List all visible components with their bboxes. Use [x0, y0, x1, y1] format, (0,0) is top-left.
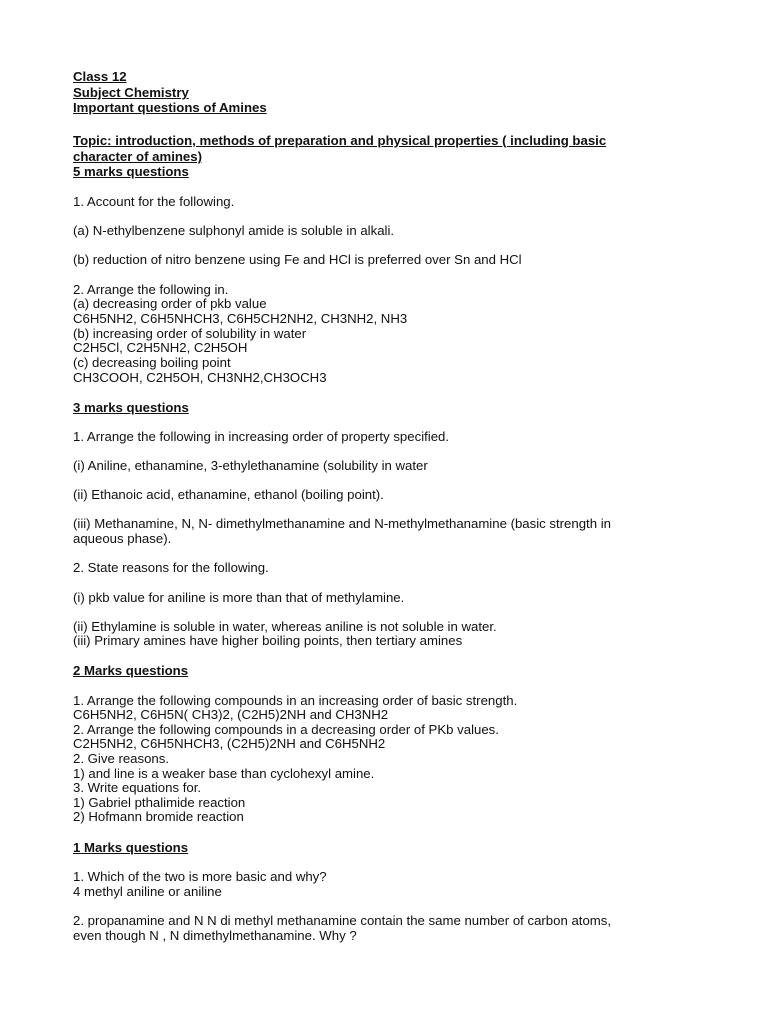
three-q2iii: (iii) Primary amines have higher boiling points, then tertiary amines: [73, 633, 463, 648]
three-q2: 2. State reasons for the following.: [73, 560, 269, 575]
five-q2a: (a) decreasing order of pkb value: [73, 296, 267, 311]
five-q2c-list: CH3COOH, C2H5OH, CH3NH2,CH3OCH3: [73, 370, 327, 385]
class-heading: Class 12: [73, 69, 127, 84]
three-q1iii-line-1: (iii) Methanamine, N, N- dimethylmethanamine and N-methylmethanamine (basic strength in: [73, 516, 611, 531]
three-q2ii: (ii) Ethylamine is soluble in water, whereas aniline is not soluble in water.: [73, 619, 497, 634]
two-q1: 1. Arrange the following compounds in an increasing order of basic strength.: [73, 693, 518, 708]
subject-heading: Subject Chemistry: [73, 85, 189, 100]
three-q1iii-line-2: aqueous phase).: [73, 531, 172, 546]
one-q2-line-2: even though N , N dimethylmethanamine. Why ?: [73, 928, 357, 943]
two-q4-item-1: 1) Gabriel pthalimide reaction: [73, 795, 246, 810]
two-q4: 3. Write equations for.: [73, 780, 202, 795]
one-q1: 1. Which of the two is more basic and why?: [73, 869, 327, 884]
topic-line-2: character of amines): [73, 149, 202, 164]
two-q2: 2. Arrange the following compounds in a decreasing order of PKb values.: [73, 722, 499, 737]
five-q1b: (b) reduction of nitro benzene using Fe and HCl is preferred over Sn and HCl: [73, 252, 522, 267]
three-q2i: (i) pkb value for aniline is more than that of methylamine.: [73, 590, 405, 605]
one-q2-line-1: 2. propanamine and N N di methyl methanamine contain the same number of carbon atoms,: [73, 913, 612, 928]
five-q2c: (c) decreasing boiling point: [73, 355, 231, 370]
one-q1-options: 4 methyl aniline or aniline: [73, 884, 222, 899]
topic-line-1: Topic: introduction, methods of preparation and physical properties ( including basic: [73, 133, 607, 148]
three-q1ii: (ii) Ethanoic acid, ethanamine, ethanol (boiling point).: [73, 487, 384, 502]
three-q1: 1. Arrange the following in increasing order of property specified.: [73, 429, 450, 444]
three-q1i: (i) Aniline, ethanamine, 3-ethylethanamine (solubility in water: [73, 458, 428, 473]
five-q1: 1. Account for the following.: [73, 194, 235, 209]
five-marks-heading: 5 marks questions: [73, 164, 189, 179]
five-q2b: (b) increasing order of solubility in water: [73, 326, 307, 341]
document-title: Important questions of Amines: [73, 100, 267, 115]
five-q2a-list: C6H5NH2, C6H5NHCH3, C6H5CH2NH2, CH3NH2, NH3: [73, 311, 408, 326]
one-marks-heading: 1 Marks questions: [73, 840, 189, 855]
two-q2-list: C2H5NH2, C6H5NHCH3, (C2H5)2NH and C6H5NH2: [73, 736, 386, 751]
two-marks-heading: 2 Marks questions: [73, 663, 189, 678]
five-q2: 2. Arrange the following in.: [73, 282, 229, 297]
five-q1a: (a) N-ethylbenzene sulphonyl amide is soluble in alkali.: [73, 223, 395, 238]
two-q3: 2. Give reasons.: [73, 751, 170, 766]
two-q4-item-2: 2) Hofmann bromide reaction: [73, 809, 244, 824]
two-q1-list: C6H5NH2, C6H5N( CH3)2, (C2H5)2NH and CH3NH2: [73, 707, 389, 722]
five-q2b-list: C2H5Cl, C2H5NH2, C2H5OH: [73, 340, 248, 355]
two-q3-item-1: 1) and line is a weaker base than cyclohexyl amine.: [73, 766, 375, 781]
three-marks-heading: 3 marks questions: [73, 400, 189, 415]
